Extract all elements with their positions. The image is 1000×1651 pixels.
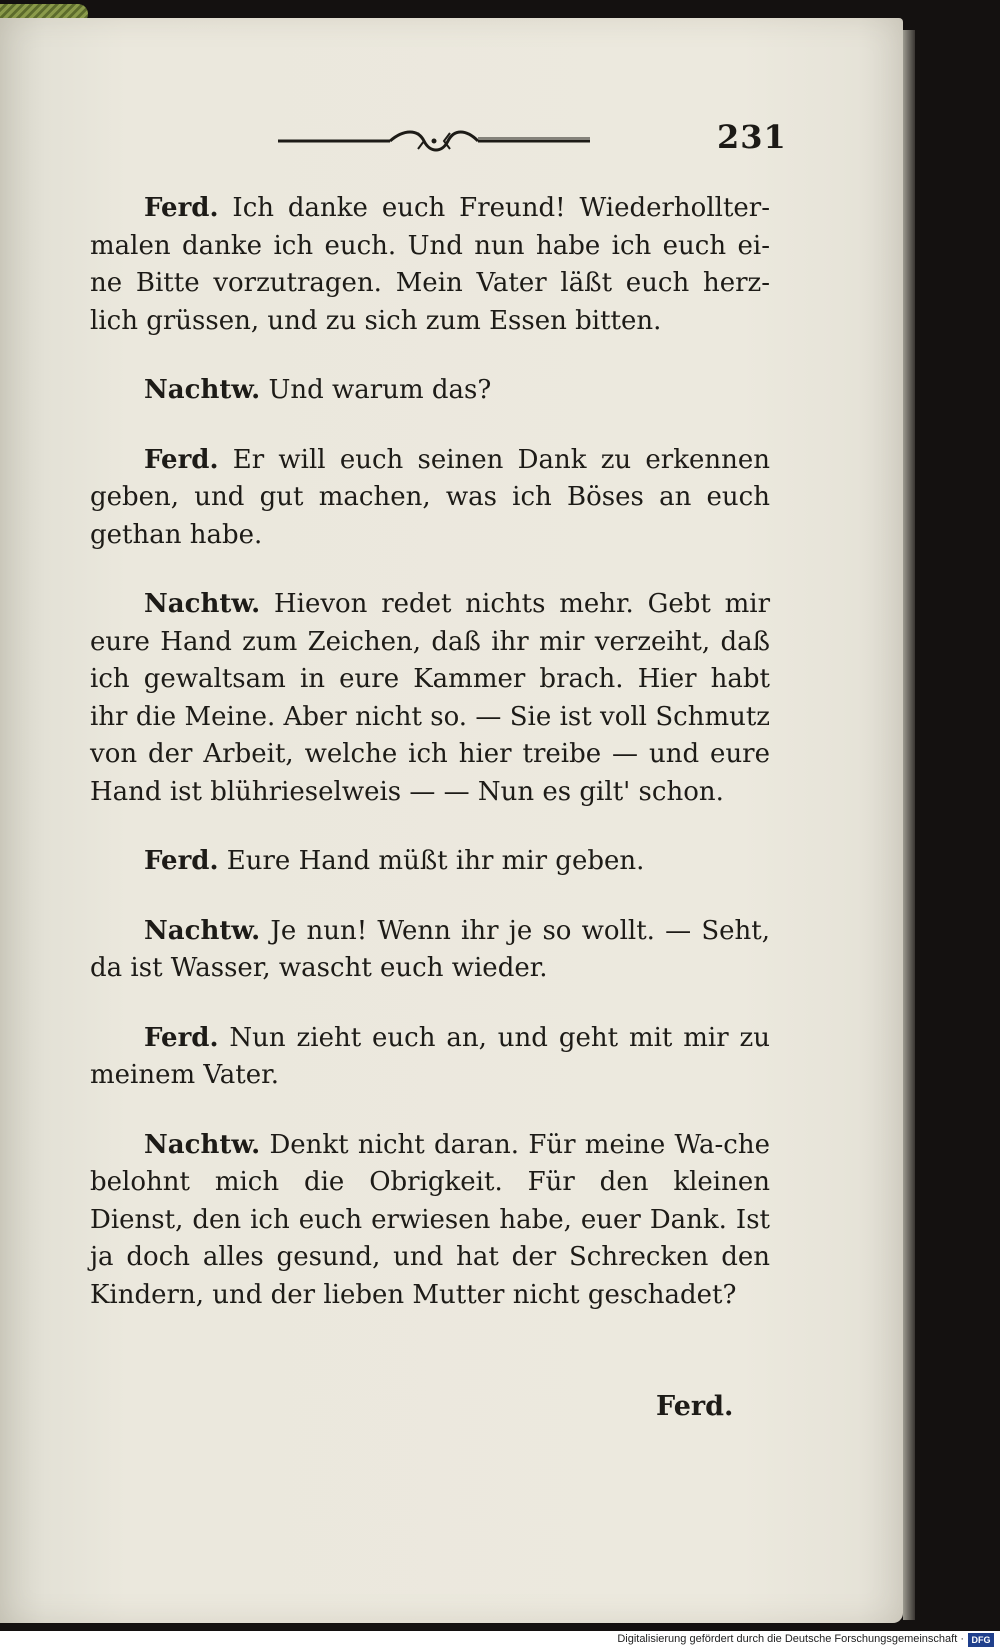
dialogue-paragraph [90, 442, 770, 555]
speaker-name: Ferd. [144, 1022, 219, 1053]
dialogue-paragraph [90, 372, 770, 410]
dialogue-text: Ich danke euch Freund! Wiederhollter-malen danke ich euch. Und nun habe ich euch ei-ne Bitte vorzutragen. Mein Vater läßt euch herz-lich grüssen, und zu sich zum Essen bitten. [90, 193, 770, 336]
speaker-name: Nachtw. [144, 915, 261, 946]
speaker-name: Ferd. [144, 444, 219, 475]
page-edge [903, 30, 915, 1620]
catchword: Ferd. [656, 1391, 734, 1422]
speaker-name: Nachtw. [144, 1129, 261, 1160]
dialogue-paragraph [90, 1127, 770, 1315]
header-ornament-icon [278, 127, 590, 153]
speaker-name: Ferd. [144, 193, 219, 223]
dialogue-paragraph [90, 1020, 770, 1095]
dialogue-text: Je nun! Wenn ihr je so wollt. — Seht, da ist Wasser, wascht euch wieder. [90, 915, 771, 983]
dialogue-paragraph [90, 190, 770, 340]
page-number: 231 [717, 118, 787, 156]
funding-credit: Digitalisierung gefördert durch die Deutsche Forschungsgemeinschaft · [617, 1633, 964, 1645]
dialogue-text: Und warum das? [268, 375, 492, 405]
dialogue-paragraph [90, 843, 770, 881]
dialogue-paragraph [90, 913, 770, 988]
body-text [90, 190, 770, 1346]
dialogue-text: Hievon redet nichts mehr. Gebt mir eure Hand zum Zeichen, daß ihr mir verzeiht, daß ich gewaltsam in eure Kammer brach. Hier habt ihr die Meine. Aber nicht so. — Sie ist voll Schmutz von der Arbeit, welche ich hier treibe — und eure Hand ist blührieselweis — — Nun es gilt' schon. [90, 589, 771, 807]
dialogue-paragraph [90, 586, 770, 811]
speaker-name: Nachtw. [144, 375, 261, 405]
dialogue-text: Denkt nicht daran. Für meine Wa-che belohnt mich die Obrigkeit. Für den kleinen Dienst, den ich euch erwiesen habe, euer Dank. Ist ja doch alles gesund, und hat der Schrecken den Kindern, und der lieben Mutter nicht geschadet? [90, 1129, 770, 1310]
dialogue-text: Nun zieht euch an, und geht mit mir zu meinem Vater. [90, 1022, 770, 1090]
dfg-logo-icon: DFG [968, 1633, 994, 1647]
dialogue-text: Eure Hand müßt ihr mir geben. [226, 846, 645, 876]
dialogue-text: Er will euch seinen Dank zu erkennen geben, und gut machen, was ich Böses an euch gethan habe. [90, 444, 770, 550]
speaker-name: Nachtw. [144, 589, 261, 619]
speaker-name: Ferd. [144, 846, 219, 876]
